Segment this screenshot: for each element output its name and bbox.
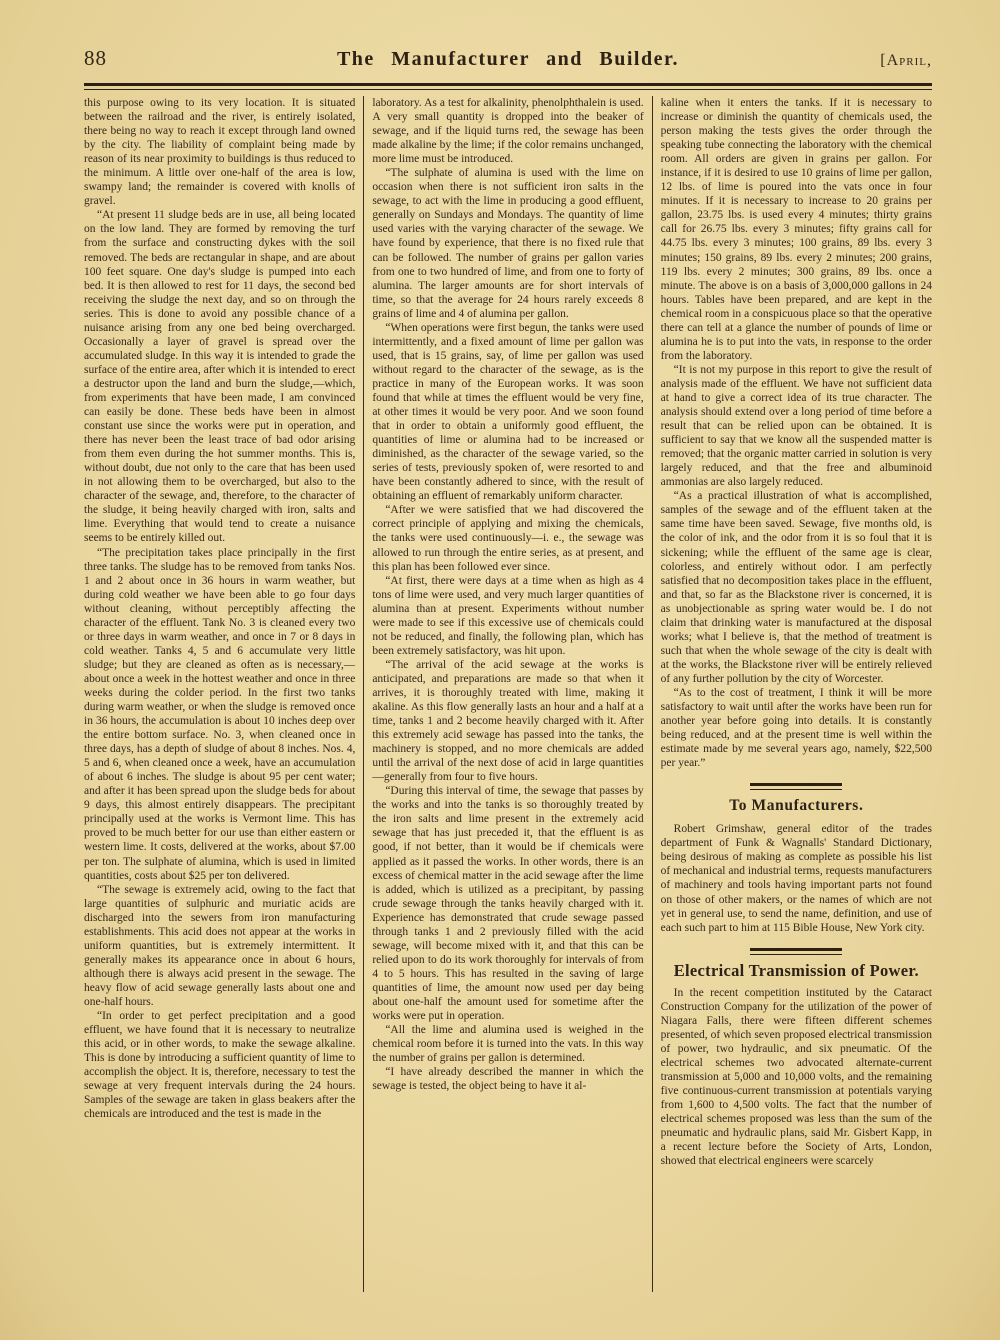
paragraph: “The precipitation takes place principally in the first three tanks. The sludge has to be removed from tanks Nos. 1 and 2 about once in 36 hours in warm weather, but during cold weather we have been able to go four days without cleaning, without perceptibly affecting the character of the effluent. Tank No. 3 is cleaned every two or three days in warm weather, and once in 7 or 8 days in cold weather. Tanks 4, 5 and 6 accumulate very little sludge; but they are cleaned as often as is necessary,—about once a week in the hottest weather and once in three weeks during the colder period. In the first two tanks during warm weather, or when the sludge is removed once in 36 hours, the accumulation is about 10 inches deep over the entire bottom surface. No. 3, when cleaned once in three days, has a depth of sludge of about 8 inches. Nos. 4, 5 and 6, when cleaned once a week, have an accumulation of about 6 inches. The sludge is about 95 per cent water; and after it has been spread upon the sludge beds for about 9 days, this almost entirely disappears. The precipitant principally used at the works is Vermont lime. This has proved to be much better for our use than either eastern or western lime. It costs, delivered at the works, about $7.00 per ton. The sulphate of alumina, which is used in limited quantities, costs about $25 per ton delivered. xyxy=(84,546,356,882)
section-heading-electrical-transmission: Electrical Transmission of Power. xyxy=(673,960,919,980)
paragraph: kaline when it enters the tanks. If it is necessary to increase or diminish the quantity of chemicals used, the person making the tests gives the order through the speaking tube connecting the laboratory with the chemical room. All orders are given in grains per gallon. For instance, if it is desired to use 10 grains of lime per gallon, 12 lbs. of lime is poured into the vats once in four minutes. If it is necessary to increase to 20 grains per gallon, 23.75 lbs. is used every 4 minutes; thirty grains call for 26.75 lbs. every 3 minutes; fifty grains call for 44.75 lbs. every 3 minutes; 100 grains, 89 lbs. every 3 minutes; 150 grains, 89 lbs. every 2 minutes; 200 grains, 119 lbs. every 2 minutes; 300 grains, 89 lbs. once a minute. The above is on a basis of 3,000,000 gallons in 24 hours. Tables have been prepared, and are kept in the chemical room in a conspicuous place so that the operative there can tell at a glance the number of pounds of lime or alumina he is to put into the vats, in response to the order from the laboratory. xyxy=(660,97,932,362)
section-divider-rule xyxy=(750,948,842,955)
paragraph: “It is not my purpose in this report to give the result of analysis made of the effluent. We have not sufficient data at hand to give a correct idea of its true character. The analysis should extend over a long period of time before a result that can be relied upon can be obtained. It is sufficient to say that we know all the suspended matter is removed; that the organic matter carried in solution is very largely reduced, and that the free and albuminoid ammonias are also largely reduced. xyxy=(660,363,932,489)
masthead-double-rule xyxy=(84,83,932,90)
masthead xyxy=(84,46,932,80)
column-divider-rule xyxy=(652,96,653,1292)
paragraph: “The sewage is extremely acid, owing to the fact that large quantities of sulphuric and muriatic acids are discharged into the sewers from iron manufacturing establishments. This acid does not appear at the works in uniform quantities, but is extremely intermittent. It generally makes its appearance once in about 6 hours, although there is always acid present in the sewage. The heavy flow of acid sewage generally lasts about one and one-half hours. xyxy=(84,883,356,1008)
paragraph: “As to the cost of treatment, I think it will be more satisfactory to wait until after the works have been run for another year before going into details. It is constantly being reduced, and at the present time is well within the estimate made by me several years ago, namely, $22,500 per year.” xyxy=(660,686,932,770)
paragraph: this purpose owing to its very location. It is situated between the railroad and the river, is entirely isolated, there being no way to reach it except through land owned by the city. The liability of complaint being made by reason of its near proximity to buildings is thus reduced to the minimum. A little over one-half of the area is low, swampy land; the remainder is covered with knolls of gravel. xyxy=(84,97,356,208)
column-1 xyxy=(84,96,355,1296)
section-divider-rule xyxy=(750,783,842,790)
paragraph: Robert Grimshaw, general editor of the trades department of Funk & Wagnalls' Standard Dictionary, being desirous of making as complete as possible his list of mechanical and industrial terms, requests manufacturers of machinery and tools having important parts not found on those of other makers, or the names of which are not yet in general use, to send the name, definition, and use of each such part to him at 115 Bible House, New York city. xyxy=(660,823,932,934)
paragraph: “At first, there were days at a time when as high as 4 tons of lime were used, and very much larger quantities of alumina than at present. Experiments without number were made to see if this excessive use of chemicals could not be reduced, and finally, the following plan, which has been extremely satisfactory, was hit upon. xyxy=(372,574,644,657)
paragraph: “During this interval of time, the sewage that passes by the works and into the tanks is so thoroughly treated by the iron salts and lime present in the extremely acid sewage that has just preceded it, that the effluent is as good, if not better, than it would be if chemicals were applied as it passed the works. In other words, there is an excess of chemical matter in the acid sewage after the lime is added, which is utilized as a precipitant, by passing crude sewage through the tanks heavily charged with it. Experience has demonstrated that crude sewage passed through tanks 1 and 2 previously filled with the acid sewage, will become mixed with it, and that this can be relied upon to do its work thoroughly for intervals of from 4 to 5 hours. This has resulted in the saving of large quantities of lime, the amount now used per day being about one-half the amount used for sometime after the works were put in operation. xyxy=(372,785,644,1023)
paragraph: laboratory. As a test for alkalinity, phenolphthalein is used. A very small quantity is dropped into the beaker of sewage, and if the liquid turns red, the sewage has been made alkaline by the lime; if the color remains unchanged, more lime must be introduced. xyxy=(372,97,644,166)
paragraph: “After we were satisfied that we had discovered the correct principle of applying and mixing the chemicals, the tanks were used continuously—i. e., the sewage was allowed to run through the entire series, as at present, and this plan has been followed ever since. xyxy=(372,504,644,573)
paragraph: “The arrival of the acid sewage at the works is anticipated, and preparations are made so that when it arrives, it is thoroughly treated with lime, making it akaline. As this flow generally lasts an hour and a half at a time, tanks 1 and 2 become heavily charged with it. After this extremely acid sewage has passed into the tanks, the machinery is stopped, and no more chemicals are added until the arrival of the next dose of acid in large quantities—generally from four to five hours. xyxy=(372,658,644,784)
column-3 xyxy=(661,96,932,1296)
issue-label: [April, xyxy=(880,52,932,69)
paragraph: “All the lime and alumina used is weighed in the chemical room before it is turned into the vats. In this way the number of grains per gallon is determined. xyxy=(372,1024,644,1065)
paragraph: “When operations were first begun, the tanks were used intermittently, and a fixed amount of lime per gallon was used, that is 15 grains, say, of lime per gallon was used without regard to the character of the sewage, as is the practice in many of the European works. It was soon found that while at times the effluent would be very fine, at other times it would be very poor. And we soon found that in order to obtain a uniformly good effluent, the quantities of lime or alumina had to be increased or diminished, as the character of the sewage varied, so the series of tests, previously spoken of, were resorted to and have been constantly adhered to since, with the result of obtaining an effluent of remarkably uniform character. xyxy=(372,321,644,503)
column-2 xyxy=(372,96,643,1296)
page-number: 88 xyxy=(84,46,107,70)
paragraph: “I have already described the manner in which the sewage is tested, the object being to have it al- xyxy=(372,1066,644,1093)
journal-title: The Manufacturer and Builder. xyxy=(336,48,680,70)
section-heading-to-manufacturers: To Manufacturers. xyxy=(729,797,864,815)
paragraph: “In order to get perfect precipitation and a good effluent, we have found that it is necessary to neutralize this acid, or in other words, to make the sewage alkaline. This is done by introducing a sufficient quantity of lime to accomplish the object. It is, therefore, necessary to test the sewage at very frequent intervals during the 24 hours. Samples of the sewage are taken in glass beakers after the chemicals are introduced and the test is made in the xyxy=(84,1010,356,1121)
paragraph: “The sulphate of alumina is used with the lime on occasion when there is not sufficient iron salts in the sewage, to act with the lime in producing a good effluent, generally on Sundays and Mondays. The quantity of lime used varies with the varying character of the sewage. We have found by experience, that there is no fixed rule that can be followed. The number of grains per gallon varies from one to two hundred of lime, and from one to forty of alumina. The larger amounts are for short intervals of time, so that the average for 24 hours rarely exceeds 8 grains of lime and 4 of alumina per gallon. xyxy=(372,167,644,320)
paragraph: “At present 11 sludge beds are in use, all being located on the low land. They are formed by removing the turf from the surface and constructing dykes with the soil removed. The beds are rectangular in shape, and are about 100 feet square. One day's sludge is pumped into each bed. It is then allowed to rest for 11 days, the second bed receiving the sludge the next day, and so on through the series. This is done to avoid any possible chance of a nuisance arising from any one bed being overcharged. Occasionally a layer of gravel is spread over the accumulated sludge. In this way it is intended to grade the surface of the entire area, after which it is intended to erect a destructor upon the land and burn the sludge,—which, from experiments that have been made, I am convinced can easily be done. These beds have been in almost constant use since the works were put in operation, and there has never been the least trace of bad odor arising from them even during the hot summer months. This is, without doubt, due not only to the care that has been used in not allowing them to be overcharged, but also to the character of the sewage, and, therefore, to the character of the sludge, it being heavily charged with iron, salts and lime. Everything that would tend to create a nuisance seems to be entirely killed out. xyxy=(84,209,356,545)
column-divider-rule xyxy=(363,96,364,1292)
paragraph: “As a practical illustration of what is accomplished, samples of the sewage and of the effluent taken at the same time have been saved. Sewage, five months old, is the color of ink, and the odor from it is so foul that it is sickening; while the effluent of the same age is clear, colorless, and entirely without odor. I am perfectly satisfied that no decomposition takes place in the effluent, and that, so far as the Blackstone river is concerned, it is as unobjectionable as spring water would be. I do not claim that drinking water is manufactured at the disposal works; what I believe is, that the method of treatment is such that when the whole sewage of the city is dealt with at the works, the Blackstone river will be entirely relieved of any further pollution by the city of Worcester. xyxy=(660,490,932,685)
paragraph: In the recent competition instituted by the Cataract Construction Company for the utilization of the power of Niagara Falls, there were fifteen different schemes presented, of which seven proposed electrical transmission of power, two hydraulic, and six pneumatic. Of the electrical schemes two advocated alternate-current transmission at 5,000 and 10,000 volts, and the remaining five continuous-current transmission at potentials varying from 1,600 to 4,500 volts. The fact that the number of electrical schemes proposed was less than the sum of the pneumatic and hydraulic plans, said Mr. Gisbert Kapp, in a recent lecture before the Society of Arts, London, showed that electrical engineers were scarcely xyxy=(660,986,932,1168)
text-columns xyxy=(84,96,932,1296)
